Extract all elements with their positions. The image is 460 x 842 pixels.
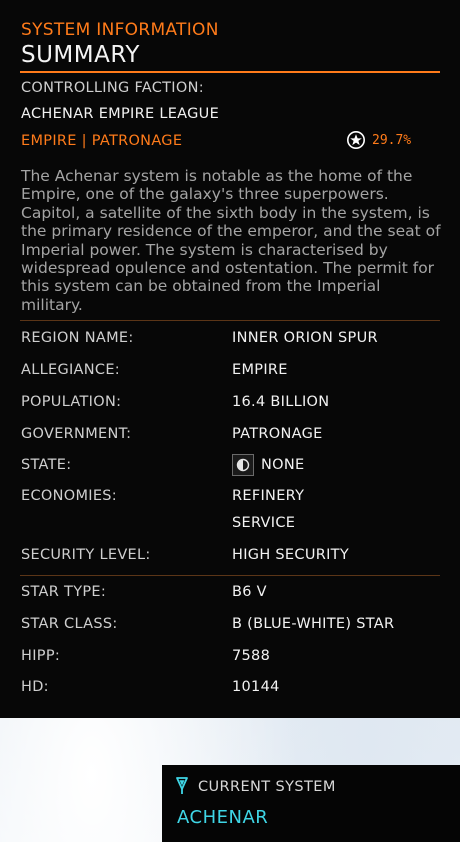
economy-secondary: SERVICE — [232, 515, 296, 531]
star-type-value: B6 V — [232, 584, 267, 600]
economies-label: ECONOMIES: — [21, 488, 117, 504]
star-class-value: B (BLUE-WHITE) STAR — [232, 616, 395, 632]
population-value: 16.4 BILLION — [232, 394, 330, 410]
region-label: REGION NAME: — [21, 330, 134, 346]
faction-influence — [346, 130, 411, 150]
current-system-label: CURRENT SYSTEM — [198, 779, 336, 795]
star-divider — [20, 575, 440, 576]
government-label: GOVERNMENT: — [21, 426, 132, 442]
security-value: HIGH SECURITY — [232, 547, 349, 563]
state-icon[interactable] — [232, 454, 254, 476]
hipp-label: HIPP: — [21, 648, 61, 664]
influence-value: 29.7% — [372, 132, 412, 148]
star-class-label: STAR CLASS: — [21, 616, 118, 632]
current-system-name[interactable]: ACHENAR — [177, 807, 269, 828]
current-system-box[interactable] — [162, 765, 460, 842]
system-description: The Achenar system is notable as the home of the Empire, one of the galaxy's three superpowers. Capitol, a satellite of the sixth body in the system, is the primary residence of the emperor, and the seat of Imperial power. The system is characterised by widespread opulence and ostentation. The permit for this system can be obtained from the Imperial military. — [21, 167, 441, 314]
allegiance-value: EMPIRE — [232, 362, 288, 378]
star-badge-icon — [346, 130, 366, 150]
faction-tags: EMPIRE | PATRONAGE — [21, 133, 183, 149]
description-divider — [20, 320, 440, 321]
state-value: NONE — [261, 457, 305, 473]
header-divider — [20, 71, 440, 73]
controlling-faction-label: CONTROLLING FACTION: — [21, 80, 204, 96]
panel-title: SUMMARY — [21, 42, 140, 68]
panel-subtitle: SYSTEM INFORMATION — [21, 20, 219, 40]
hd-value: 10144 — [232, 679, 280, 695]
controlling-faction-name[interactable]: ACHENAR EMPIRE LEAGUE — [21, 106, 220, 122]
half-circle-icon — [236, 458, 250, 472]
government-value: PATRONAGE — [232, 426, 323, 442]
location-marker-icon — [175, 777, 189, 795]
state-label: STATE: — [21, 457, 72, 473]
allegiance-label: ALLEGIANCE: — [21, 362, 120, 378]
population-label: POPULATION: — [21, 394, 122, 410]
star-type-label: STAR TYPE: — [21, 584, 107, 600]
economy-primary: REFINERY — [232, 488, 305, 504]
hipp-value: 7588 — [232, 648, 271, 664]
hd-label: HD: — [21, 679, 49, 695]
security-label: SECURITY LEVEL: — [21, 547, 151, 563]
region-value: INNER ORION SPUR — [232, 330, 378, 346]
